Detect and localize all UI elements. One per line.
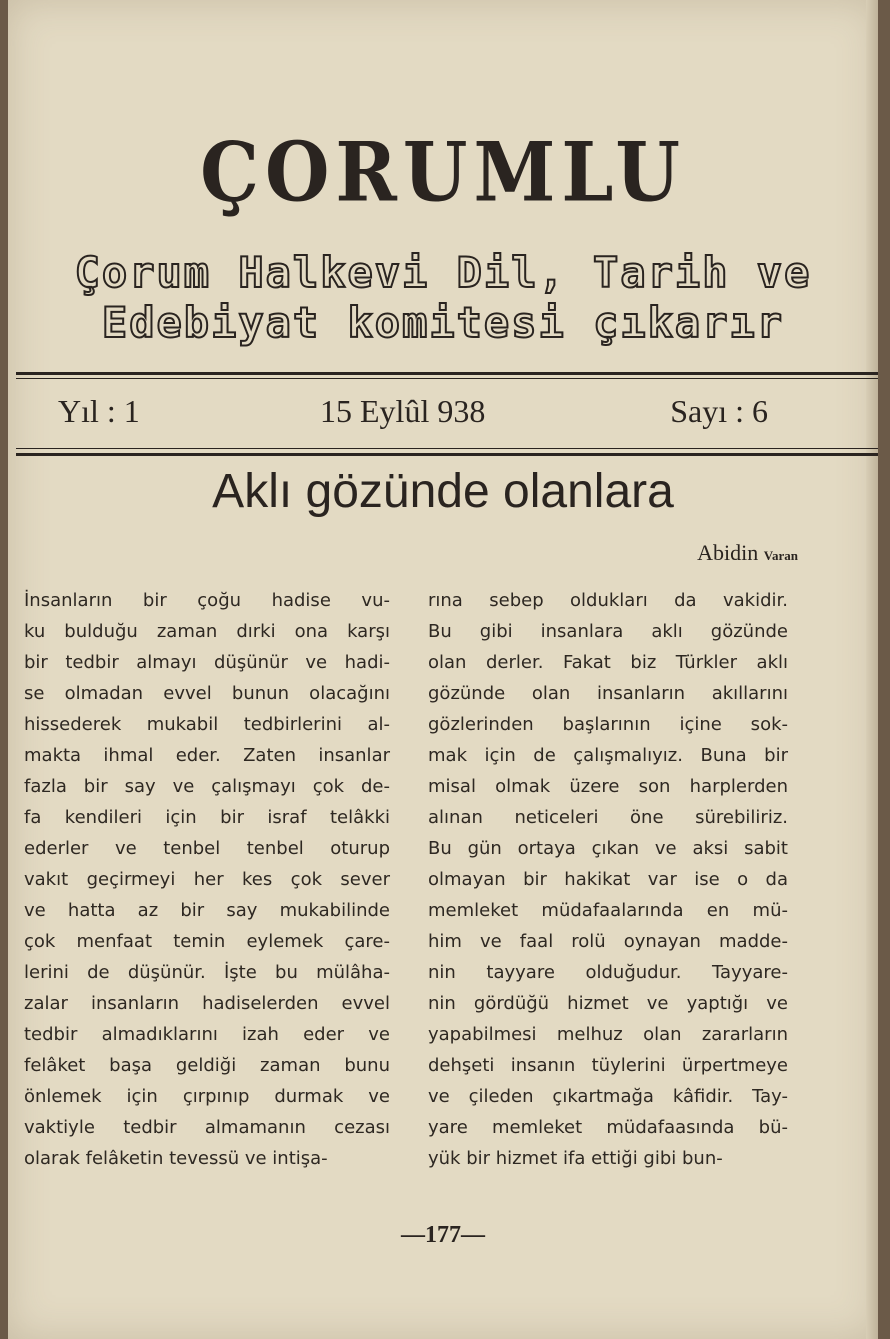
article-line: olarak felâketin tevessü ve intişa-	[24, 1148, 328, 1169]
article-line: misal olmak üzere son harplerden	[428, 776, 788, 797]
article-column-left	[24, 585, 390, 1174]
article-line: felâket başa geldiği zaman bunu	[24, 1055, 390, 1076]
article-line: vakıt geçirmeyi her kes çok sever	[24, 869, 390, 890]
author-name: Abidin	[697, 540, 759, 565]
page-number: —177—	[401, 1222, 485, 1248]
article-line: yare memleket müdafaasında bü-	[428, 1117, 788, 1138]
article-line: memleket müdafaalarında en mü-	[428, 900, 788, 921]
article-line: çok menfaat temin eylemek çare-	[24, 931, 390, 952]
article-line: Bu gün ortaya çıkan ve aksi sabit	[428, 838, 788, 859]
issue-date: 15 Eylûl 938	[320, 393, 486, 429]
article-line: gözünde olan insanların akıllarını	[428, 683, 788, 704]
article-line: gözlerinden başlarının içine sok-	[428, 714, 788, 735]
article-line: mak için de çalışmalıyız. Buna bir	[428, 745, 788, 766]
article-line: Bu gibi insanlara aklı gözünde	[428, 621, 788, 642]
article-title: Aklı gözünde olanlara	[212, 465, 674, 518]
article-line: ve hatta az bir say mukabilinde	[24, 900, 390, 921]
article-line: nin gördüğü hizmet ve yaptığı ve	[428, 993, 788, 1014]
article-line: fazla bir say ve çalışmayı çok de-	[24, 776, 390, 797]
article-line: vaktiyle tedbir almamanın cezası	[24, 1117, 390, 1138]
article-line: fa kendileri için bir israf telâkki	[24, 807, 390, 828]
article-line: dehşeti insanın tüylerini ürpertmeye	[428, 1055, 788, 1076]
magazine-page	[8, 0, 878, 1339]
article-line: olmayan bir hakikat var ise o da	[428, 869, 788, 890]
article-line: ku bulduğu zaman dırki ona karşı	[24, 621, 390, 642]
author-surname: Varan	[763, 548, 798, 563]
article-line: him ve faal rolü oynayan madde-	[428, 931, 788, 952]
article-line: ederler ve tenbel tenbel oturup	[24, 838, 390, 859]
article-line: önlemek için çırpınıp durmak ve	[24, 1086, 390, 1107]
article-line: bir tedbir almayı düşünür ve hadi-	[24, 652, 390, 673]
article-line: alınan neticeleri öne sürebiliriz.	[428, 807, 788, 828]
issue-number: Sayı : 6	[670, 393, 768, 429]
article-line: makta ihmal eder. Zaten insanlar	[24, 745, 390, 766]
masthead-subtitle-line1: Çorum Halkevi Dil, Tarih ve	[74, 248, 812, 297]
article-line: olan derler. Fakat biz Türkler aklı	[428, 652, 788, 673]
article-author	[697, 540, 798, 566]
issue-year: Yıl : 1	[58, 393, 140, 429]
divider-top-thin	[16, 378, 878, 379]
article-column-right	[428, 585, 788, 1174]
divider-mid	[16, 453, 878, 456]
article-line: tedbir almadıklarını izah eder ve	[24, 1024, 390, 1045]
article-line: lerini de düşünür. İşte bu mülâha-	[24, 962, 390, 983]
article-line: ve çileden çıkartmağa kâfidir. Tay-	[428, 1086, 788, 1107]
divider-mid-thin	[16, 448, 878, 449]
article-line: rına sebep oldukları da vakidir.	[428, 590, 788, 611]
article-line: İnsanların bir çoğu hadise vu-	[24, 590, 390, 611]
article-line: yapabilmesi melhuz olan zararların	[428, 1024, 788, 1045]
article-line: nin tayyare olduğudur. Tayyare-	[428, 962, 788, 983]
divider-top	[16, 372, 878, 375]
article-line: zalar insanların hadiselerden evvel	[24, 993, 390, 1014]
masthead-subtitle-line2: Edebiyat komitesi çıkarır	[101, 298, 785, 347]
article-line: yük bir hizmet ifa ettiği gibi bun-	[428, 1148, 723, 1169]
masthead-title: ÇORUMLU	[200, 125, 686, 221]
article-line: se olmadan evvel bunun olacağını	[24, 683, 390, 704]
article-line: hissederek mukabil tedbirlerini al-	[24, 714, 390, 735]
